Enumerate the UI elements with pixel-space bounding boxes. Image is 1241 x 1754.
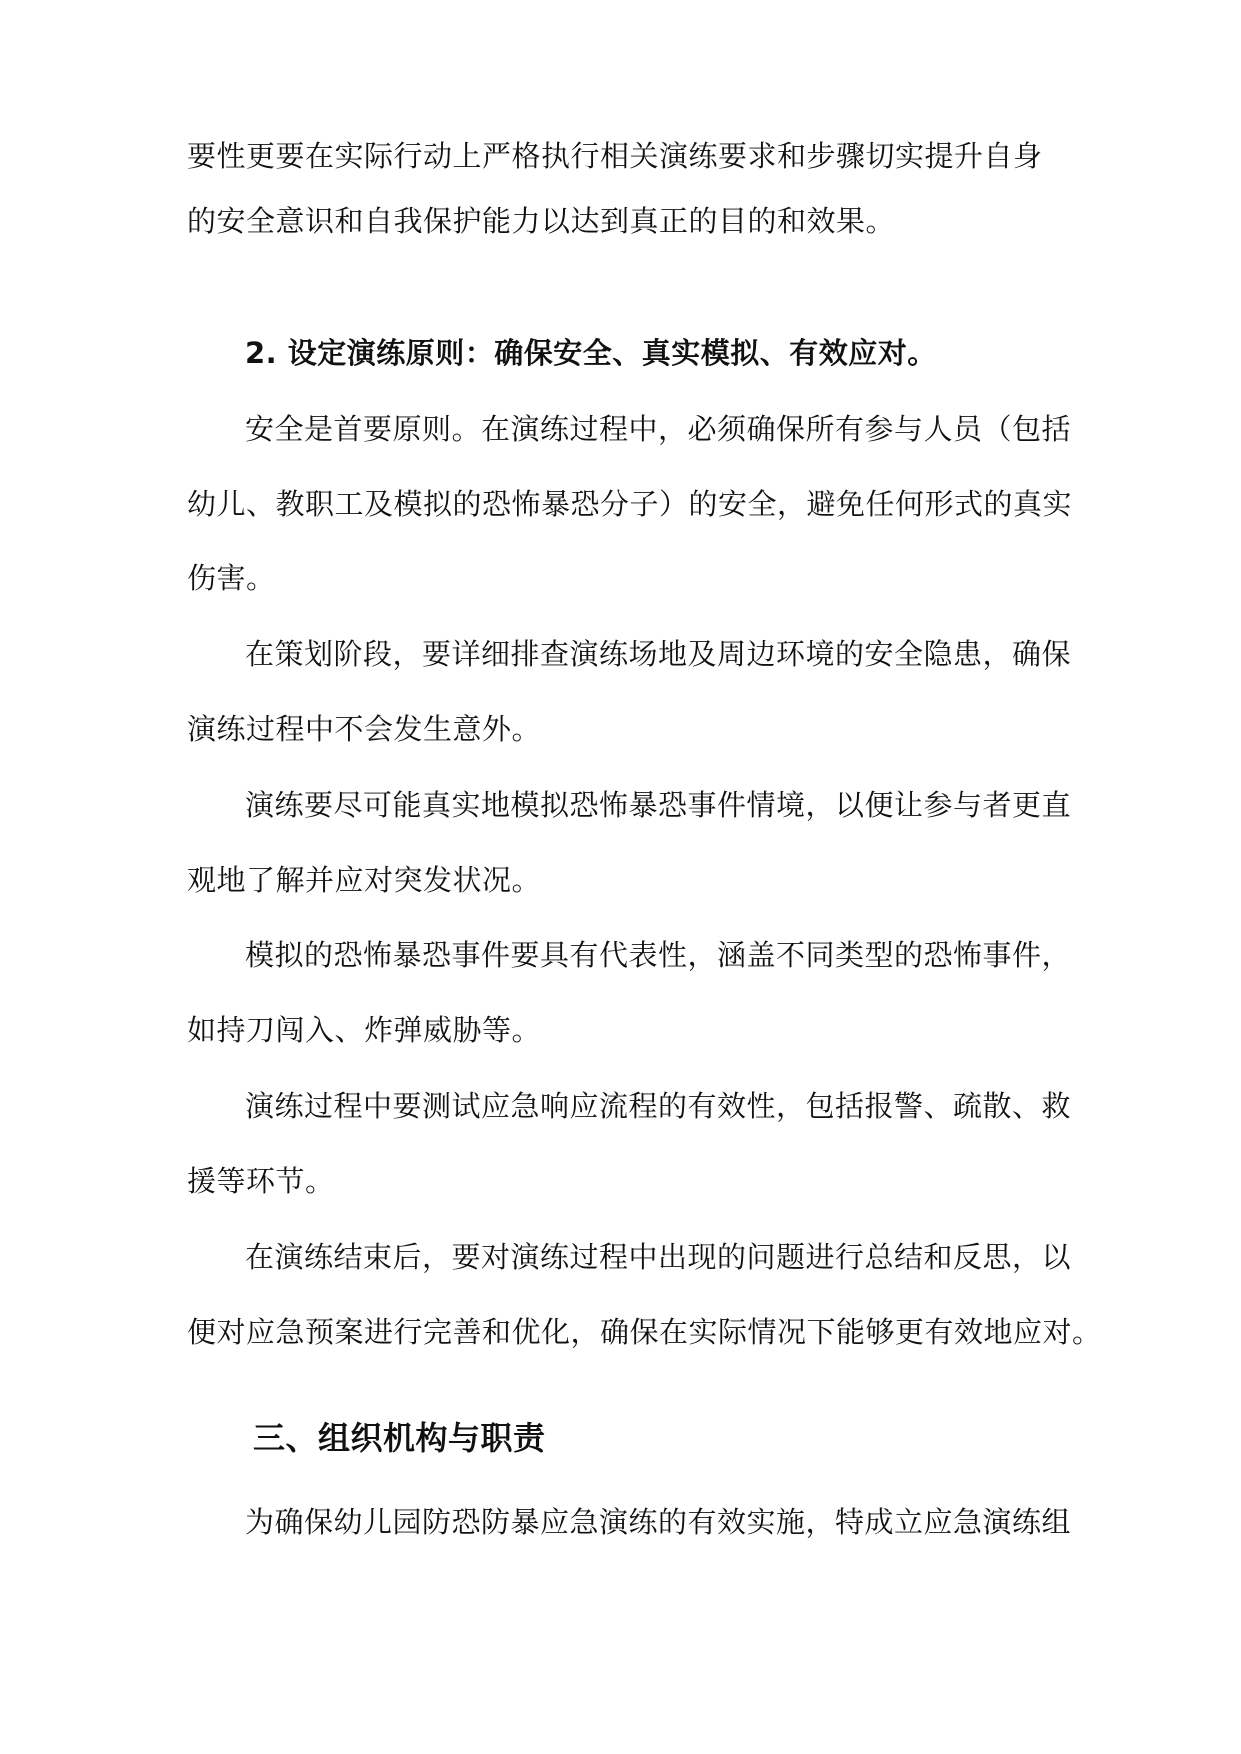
paragraph-line: 观地了解并应对突发状况。: [187, 863, 542, 897]
paragraph-line: 安全是首要原则。在演练过程中，必须确保所有参与人员（包括: [245, 412, 1072, 446]
paragraph-line: 在策划阶段，要详细排查演练场地及周边环境的安全隐患，确保: [245, 637, 1072, 671]
paragraph-line: 要性更要在实际行动上严格执行相关演练要求和步骤切实提升自身: [187, 139, 1043, 173]
paragraph-line: 演练要尽可能真实地模拟恐怖暴恐事件情境，以便让参与者更直: [245, 788, 1072, 822]
paragraph-line: 演练过程中不会发生意外。: [187, 712, 542, 746]
paragraph-line: 伤害。: [187, 561, 276, 595]
paragraph-line: 援等环节。: [187, 1164, 335, 1198]
paragraph-line: 幼儿、教职工及模拟的恐怖暴恐分子）的安全，避免任何形式的真实: [187, 487, 1073, 521]
paragraph-line: 便对应急预案进行完善和优化，确保在实际情况下能够更有效地应对。: [187, 1315, 1102, 1349]
paragraph-line: 为确保幼儿园防恐防暴应急演练的有效实施，特成立应急演练组: [245, 1505, 1072, 1539]
paragraph-line: 如持刀闯入、炸弹威胁等。: [187, 1013, 542, 1047]
paragraph-line: 的安全意识和自我保护能力以达到真正的目的和效果。: [187, 204, 896, 238]
section-subheading: 2. 设定演练原则：确保安全、真实模拟、有效应对。: [245, 336, 937, 370]
paragraph-line: 在演练结束后，要对演练过程中出现的问题进行总结和反思，以: [245, 1240, 1072, 1274]
paragraph-line: 模拟的恐怖暴恐事件要具有代表性，涵盖不同类型的恐怖事件，: [245, 938, 1072, 972]
section-heading: 三、组织机构与职责: [253, 1419, 546, 1457]
paragraph-line: 演练过程中要测试应急响应流程的有效性，包括报警、疏散、救: [245, 1089, 1072, 1123]
